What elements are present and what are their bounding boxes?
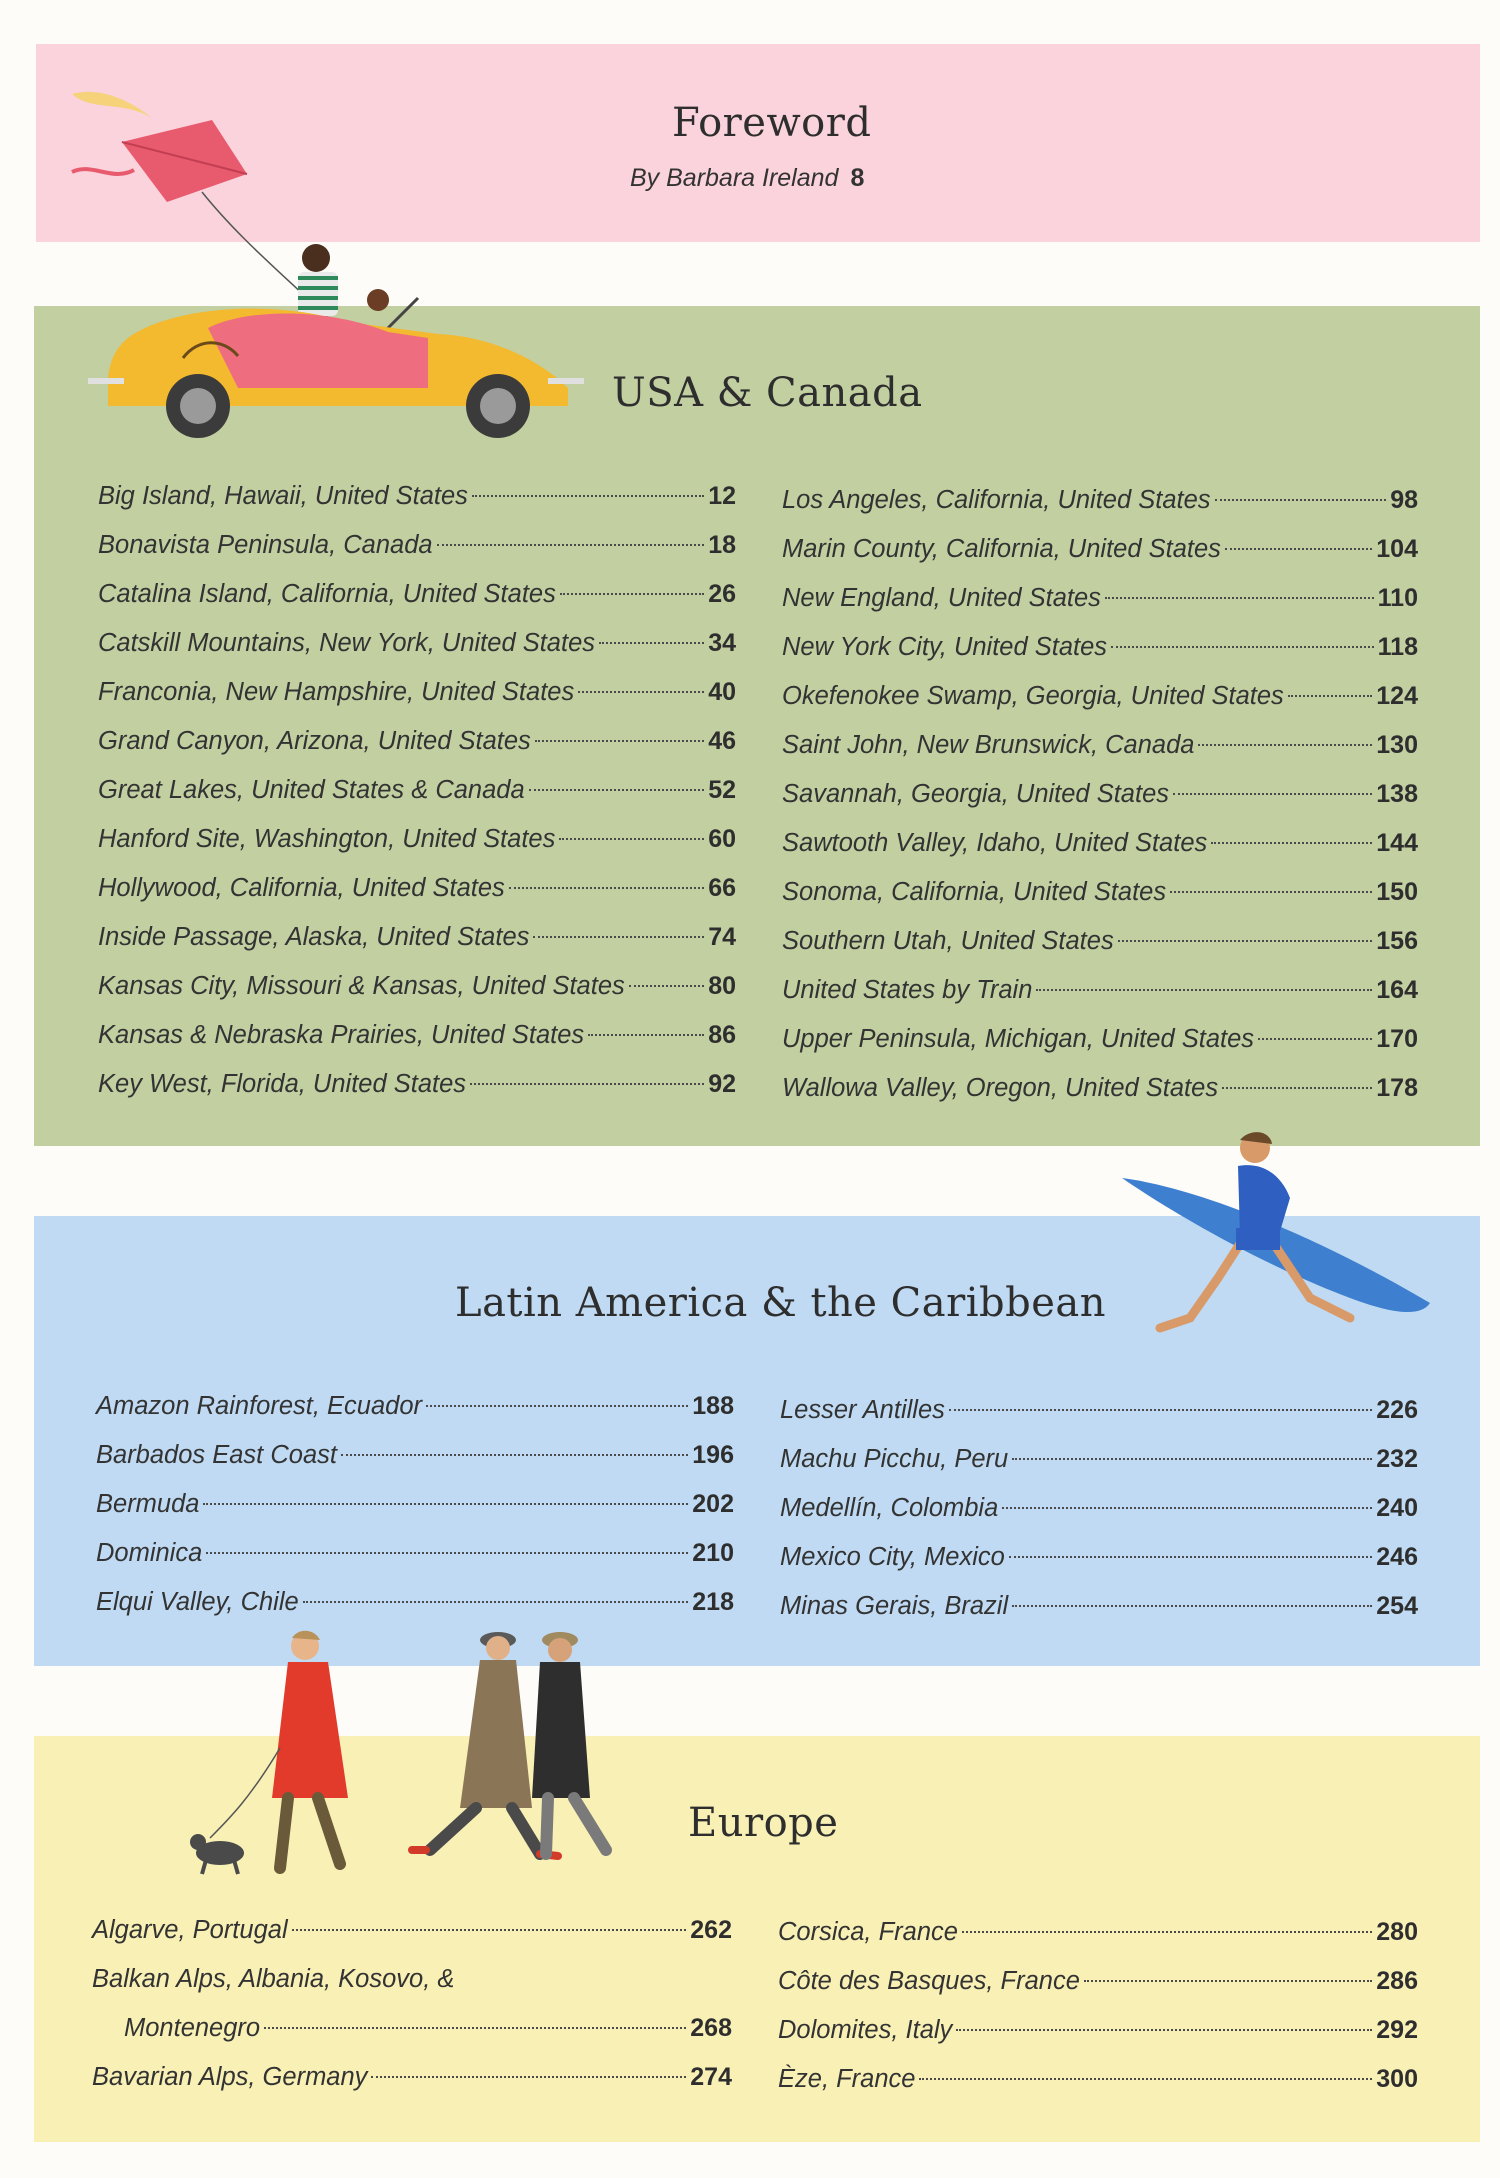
toc-page-number: 110 xyxy=(1377,584,1418,612)
dot-leader xyxy=(560,592,704,595)
dot-leader xyxy=(303,1600,689,1603)
toc-entry-title: Mexico City, Mexico xyxy=(780,1543,1005,1571)
toc-entry[interactable] xyxy=(782,868,1418,917)
toc-entry-title: Saint John, New Brunswick, Canada xyxy=(782,731,1195,759)
toc-entry-title: Sonoma, California, United States xyxy=(782,878,1167,906)
dot-leader xyxy=(1009,1555,1372,1558)
toc-entry[interactable] xyxy=(778,1908,1418,1957)
toc-entry-title: Catskill Mountains, New York, United States xyxy=(98,629,596,657)
toc-page-number: 262 xyxy=(690,1916,732,1944)
toc-page-number: 254 xyxy=(1376,1592,1418,1620)
surfer-icon xyxy=(1120,1128,1440,1398)
toc-page-number: 130 xyxy=(1376,731,1418,759)
dot-leader xyxy=(559,837,704,840)
toc-entry[interactable] xyxy=(96,1382,734,1431)
toc-entry[interactable] xyxy=(96,1480,734,1529)
toc-entry-title: Dominica xyxy=(96,1539,203,1567)
dot-leader xyxy=(437,543,705,546)
dot-leader xyxy=(1170,890,1372,893)
toc-entry[interactable] xyxy=(98,570,736,619)
toc-entry-title: Franconia, New Hampshire, United States xyxy=(98,678,575,706)
toc-entry-title: Barbados East Coast xyxy=(96,1441,337,1469)
toc-entry-title: Medellín, Colombia xyxy=(780,1494,999,1522)
toc-page-number: 226 xyxy=(1376,1396,1418,1424)
toc-entry-title: Èze, France xyxy=(778,2065,916,2093)
toc-page-number: 18 xyxy=(708,531,736,559)
toc-page-number: 210 xyxy=(692,1539,734,1567)
toc-page-number: 178 xyxy=(1376,1074,1418,1102)
toc-entry-title: Minas Gerais, Brazil xyxy=(780,1592,1009,1620)
toc-entry-title: Dolomites, Italy xyxy=(778,2016,953,2044)
toc-entry-title: Elqui Valley, Chile xyxy=(96,1588,299,1616)
dot-leader xyxy=(535,739,704,742)
toc-page-number: 274 xyxy=(690,2063,732,2091)
toc-entry-title: Okefenokee Swamp, Georgia, United States xyxy=(782,682,1284,710)
toc-page-number: 80 xyxy=(708,972,736,1000)
toc-entry-continued[interactable] xyxy=(92,2004,732,2053)
toc-entry[interactable] xyxy=(98,668,736,717)
toc-entry[interactable] xyxy=(780,1484,1418,1533)
toc-entry-title: Marin County, California, United States xyxy=(782,535,1221,563)
toc-entry-title: Algarve, Portugal xyxy=(92,1916,288,1944)
dot-leader xyxy=(371,2075,686,2078)
dot-leader xyxy=(426,1404,688,1407)
foreword-byline xyxy=(630,164,864,193)
toc-entry[interactable] xyxy=(98,766,736,815)
toc-page-number: 280 xyxy=(1376,1918,1418,1946)
dot-leader xyxy=(919,2077,1372,2080)
toc-entry-title: Sawtooth Valley, Idaho, United States xyxy=(782,829,1208,857)
toc-entry-title: Hollywood, California, United States xyxy=(98,874,505,902)
walking-men-icon xyxy=(400,1618,640,1878)
toc-entry[interactable] xyxy=(778,1957,1418,2006)
convertible-car-icon xyxy=(88,238,588,448)
toc-entry[interactable] xyxy=(782,476,1418,525)
dot-leader xyxy=(1288,694,1373,697)
toc-page-number: 246 xyxy=(1376,1543,1418,1571)
toc-entry-title: Bermuda xyxy=(96,1490,200,1518)
dot-leader xyxy=(578,690,704,693)
toc-entry[interactable] xyxy=(780,1435,1418,1484)
dot-leader xyxy=(1222,1086,1372,1089)
dot-leader xyxy=(1211,841,1372,844)
dot-leader xyxy=(529,788,705,791)
dot-leader xyxy=(949,1408,1372,1411)
toc-page-number: 292 xyxy=(1376,2016,1418,2044)
toc-entry[interactable] xyxy=(98,521,736,570)
toc-page-number: 66 xyxy=(708,874,736,902)
dot-leader xyxy=(206,1551,688,1554)
dot-leader xyxy=(1118,939,1373,942)
toc-entry[interactable] xyxy=(782,525,1418,574)
toc-entry-title: Grand Canyon, Arizona, United States xyxy=(98,727,531,755)
toc-entry[interactable] xyxy=(92,1906,732,1955)
dot-leader xyxy=(1012,1457,1372,1460)
latin-america-title: Latin America & the Caribbean xyxy=(455,1280,1107,1326)
dot-leader xyxy=(1002,1506,1372,1509)
dot-leader xyxy=(472,494,704,497)
toc-page-number: 86 xyxy=(708,1021,736,1049)
toc-entry-title: Machu Picchu, Peru xyxy=(780,1445,1009,1473)
dot-leader xyxy=(1111,645,1374,648)
toc-entry-title: Kansas & Nebraska Prairies, United States xyxy=(98,1021,585,1049)
dot-leader xyxy=(509,886,704,889)
toc-entry[interactable] xyxy=(96,1431,734,1480)
toc-entry-title: Key West, Florida, United States xyxy=(98,1070,467,1098)
toc-page-number: 170 xyxy=(1376,1025,1418,1053)
toc-entry[interactable] xyxy=(782,623,1418,672)
toc-entry-title: Côte des Basques, France xyxy=(778,1967,1080,1995)
toc-page-number: 188 xyxy=(692,1392,734,1420)
toc-entry-title: Amazon Rainforest, Ecuador xyxy=(96,1392,422,1420)
europe-title: Europe xyxy=(688,1800,839,1846)
toc-entry[interactable] xyxy=(780,1386,1418,1435)
toc-page-number: 232 xyxy=(1376,1445,1418,1473)
toc-entry-title: Los Angeles, California, United States xyxy=(782,486,1211,514)
dot-leader xyxy=(1258,1037,1372,1040)
europe-left-column xyxy=(92,1906,732,2102)
toc-entry[interactable] xyxy=(92,1955,732,2004)
dot-leader xyxy=(599,641,704,644)
toc-entry[interactable] xyxy=(782,574,1418,623)
toc-page-number: 138 xyxy=(1376,780,1418,808)
toc-page-number: 12 xyxy=(708,482,736,510)
toc-page-number: 98 xyxy=(1390,486,1418,514)
toc-entry[interactable] xyxy=(98,717,736,766)
toc-entry[interactable] xyxy=(782,721,1418,770)
dot-leader xyxy=(1225,547,1372,550)
toc-entry-title: Catalina Island, California, United States xyxy=(98,580,556,608)
latin-left-column xyxy=(96,1382,734,1627)
toc-page-number: 34 xyxy=(708,629,736,657)
usa-left-column xyxy=(98,472,736,1109)
toc-entry[interactable] xyxy=(780,1533,1418,1582)
toc-page-number: 40 xyxy=(708,678,736,706)
toc-entry-title: Southern Utah, United States xyxy=(782,927,1114,955)
toc-entry[interactable] xyxy=(778,2006,1418,2055)
usa-right-column xyxy=(782,476,1418,1113)
foreword-author: By Barbara Ireland xyxy=(630,164,839,192)
toc-entry[interactable] xyxy=(780,1582,1418,1631)
foreword-page: 8 xyxy=(850,164,865,192)
toc-entry[interactable] xyxy=(96,1529,734,1578)
toc-page-number: 118 xyxy=(1377,633,1418,661)
toc-entry[interactable] xyxy=(98,864,736,913)
dot-leader xyxy=(292,1928,687,1931)
toc-entry-title: Balkan Alps, Albania, Kosovo, & xyxy=(92,1965,455,1993)
dot-leader xyxy=(1105,596,1374,599)
toc-entry[interactable] xyxy=(98,1011,736,1060)
dot-leader xyxy=(1173,792,1372,795)
toc-entry[interactable] xyxy=(782,672,1418,721)
dot-leader xyxy=(1084,1979,1372,1982)
toc-entry-title: Bavarian Alps, Germany xyxy=(92,2063,368,2091)
toc-page-number: 202 xyxy=(692,1490,734,1518)
dot-leader xyxy=(341,1453,688,1456)
toc-entry-title: Montenegro xyxy=(124,2014,261,2042)
toc-entry-title: Bonavista Peninsula, Canada xyxy=(98,531,433,559)
latin-right-column xyxy=(780,1386,1418,1631)
toc-entry-title: United States by Train xyxy=(782,976,1033,1004)
dot-leader xyxy=(629,984,704,987)
dot-leader xyxy=(1036,988,1372,991)
toc-page-number: 52 xyxy=(708,776,736,804)
toc-entry-title: Corsica, France xyxy=(778,1918,958,1946)
toc-page-number: 104 xyxy=(1376,535,1418,563)
toc-page-number: 156 xyxy=(1376,927,1418,955)
toc-entry-title: Wallowa Valley, Oregon, United States xyxy=(782,1074,1219,1102)
toc-entry[interactable] xyxy=(782,770,1418,819)
dot-leader xyxy=(1012,1604,1372,1607)
dot-leader xyxy=(203,1502,688,1505)
toc-page-number: 268 xyxy=(690,2014,732,2042)
toc-page-number: 286 xyxy=(1376,1967,1418,1995)
dot-leader xyxy=(956,2028,1372,2031)
toc-entry[interactable] xyxy=(92,2053,732,2102)
europe-right-column xyxy=(778,1908,1418,2104)
toc-page-number: 74 xyxy=(708,923,736,951)
toc-entry-title: Great Lakes, United States & Canada xyxy=(98,776,525,804)
toc-page-number: 124 xyxy=(1376,682,1418,710)
dot-leader xyxy=(962,1930,1372,1933)
dot-leader xyxy=(264,2026,686,2029)
dot-leader xyxy=(1198,743,1372,746)
toc-entry[interactable] xyxy=(778,2055,1418,2104)
toc-page-number: 92 xyxy=(708,1070,736,1098)
toc-entry[interactable] xyxy=(98,619,736,668)
dot-leader xyxy=(1215,498,1387,501)
foreword-title: Foreword xyxy=(672,100,872,146)
toc-entry[interactable] xyxy=(98,1060,736,1109)
usa-canada-title: USA & Canada xyxy=(612,370,923,416)
toc-entry-title: Savannah, Georgia, United States xyxy=(782,780,1169,808)
toc-entry-title: Big Island, Hawaii, United States xyxy=(98,482,468,510)
toc-page-number: 300 xyxy=(1376,2065,1418,2093)
toc-entry[interactable] xyxy=(98,815,736,864)
toc-page-number: 60 xyxy=(708,825,736,853)
dot-leader xyxy=(588,1033,704,1036)
toc-page-number: 218 xyxy=(692,1588,734,1616)
toc-entry-title: Upper Peninsula, Michigan, United States xyxy=(782,1025,1255,1053)
toc-page-number: 196 xyxy=(692,1441,734,1469)
toc-entry-title: New York City, United States xyxy=(782,633,1108,661)
toc-entry[interactable] xyxy=(782,966,1418,1015)
toc-entry[interactable] xyxy=(782,1064,1418,1113)
toc-entry-title: Inside Passage, Alaska, United States xyxy=(98,923,530,951)
toc-entry[interactable] xyxy=(98,962,736,1011)
toc-page-number: 46 xyxy=(708,727,736,755)
toc-entry-title: Hanford Site, Washington, United States xyxy=(98,825,556,853)
toc-entry-title: Kansas City, Missouri & Kansas, United States xyxy=(98,972,625,1000)
dot-leader xyxy=(533,935,704,938)
toc-entry[interactable] xyxy=(782,917,1418,966)
toc-entry[interactable] xyxy=(782,1015,1418,1064)
toc-entry[interactable] xyxy=(98,913,736,962)
toc-entry[interactable] xyxy=(98,472,736,521)
toc-entry[interactable] xyxy=(782,819,1418,868)
toc-page-number: 240 xyxy=(1376,1494,1418,1522)
toc-page-number: 144 xyxy=(1376,829,1418,857)
toc-page-number: 26 xyxy=(708,580,736,608)
toc-page-number: 150 xyxy=(1376,878,1418,906)
toc-entry-title: Lesser Antilles xyxy=(780,1396,945,1424)
dot-leader xyxy=(470,1082,704,1085)
toc-entry-title: New England, United States xyxy=(782,584,1101,612)
toc-page-number: 164 xyxy=(1376,976,1418,1004)
